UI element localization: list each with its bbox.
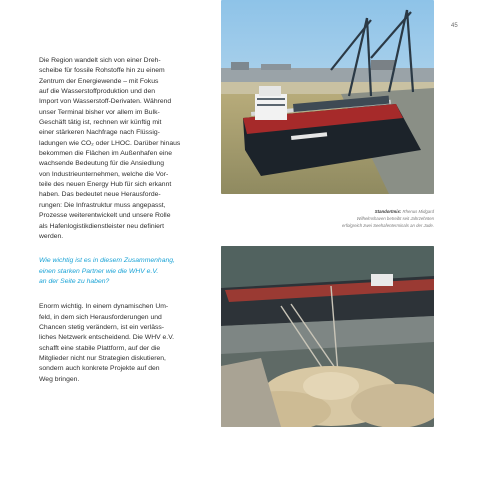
caption-title: Standortmix: <box>374 209 402 214</box>
page-number: 45 <box>451 23 458 29</box>
ship-at-terminal-photo <box>221 0 434 194</box>
body-paragraph-2: Enorm wichtig. In einem dynamischen Um- feld, in dem sich Herausforderungen und Chancen stetig verändern, ist ein verläss- liches Netzwerk entscheidend. Die WHV e.V. schafft eine stabile Plattform, auf der die Mitglieder nicht nur Strategien diskutieren, sondern auch konkrete Projekte auf den Weg bringen. <box>39 303 174 383</box>
article-text-column <box>39 56 197 385</box>
body-paragraph-1: Die Region wandelt sich von einer Dreh- scheibe für fossile Rohstoffe hin zu einem Zentrum der Energiewende – mit Fokus auf die Wasserstoffproduktion und den Import von Wasserstoff-Derivaten. Während unser Terminal bisher vor allem im Bulk- Geschäft tätig ist, rechnen wir künftig mit einer stärkeren Nachfrage nach Flüssig- ladungen wie CO₂ oder LHOC. Darüber hinaus bekommen die Flächen im Außenhafen eine wachsende Bedeutung für die Ansiedlung von Industrieunternehmen, welche die Vor- teile des neuen Energy Hub für sich erkannt haben. Das bedeutet neue Herausforde- rungen: Die Infrastruktur muss angepasst, Prozesse weiterentwickelt und unsere Rolle als Hafenlogistikdienstleister neu definiert werden. <box>39 57 181 240</box>
photo-caption <box>300 208 434 229</box>
bulk-unloading-aerial-photo <box>221 246 434 427</box>
interview-question: Wie wichtig ist es in diesem Zusammenhang, einen starken Partner wie die WHV e.V. an der Seite zu haben? <box>39 257 175 285</box>
caption-text-rest: Wilhelmshaven betreibt seit Jahrzehnten erfolgreich zwei Seehafenterminals an der Jade. <box>342 216 434 228</box>
caption-text-line-1: Rhenus Midgard <box>401 209 434 214</box>
